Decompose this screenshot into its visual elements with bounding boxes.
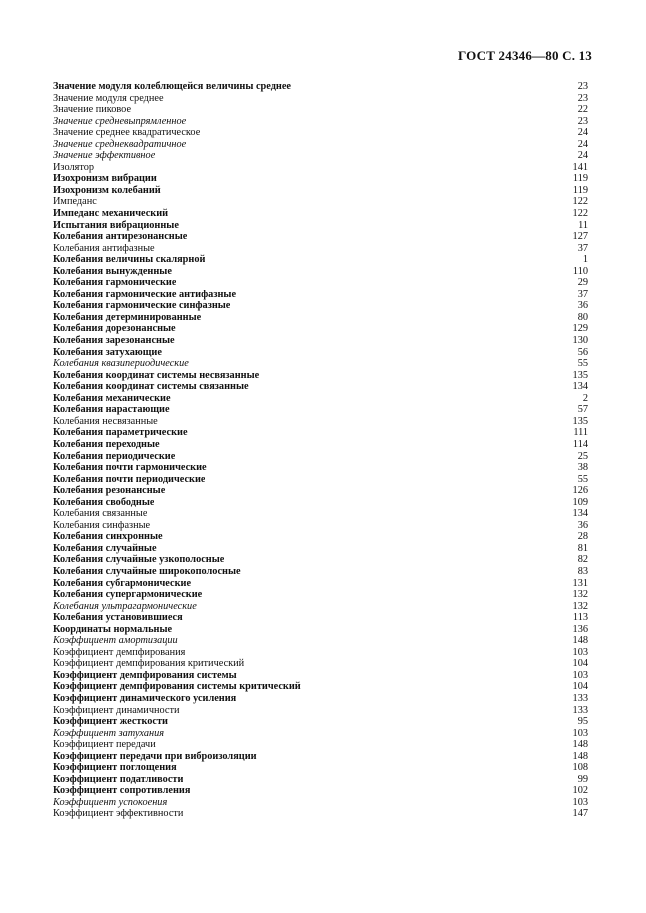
index-term: Значение пиковое <box>53 104 132 116</box>
index-term: Колебания синхронные <box>53 531 163 543</box>
index-term: Колебания установившиеся <box>53 612 183 624</box>
index-page-number: 131 <box>572 577 588 589</box>
index-term: Колебания затухающие <box>53 346 162 358</box>
index-page-number: 136 <box>572 623 588 635</box>
index-page-number: 134 <box>572 508 588 520</box>
index-entry <box>53 127 588 139</box>
index-term: Колебания координат системы несвязанные <box>53 369 260 381</box>
index-term: Колебания почти периодические <box>53 473 206 485</box>
index-page-number: 29 <box>577 277 588 289</box>
index-page-number: 129 <box>572 323 588 335</box>
index-page-number: 102 <box>572 785 588 797</box>
index-term: Значение средневыпрямленное <box>53 115 187 127</box>
index-term: Колебания зарезонансные <box>53 335 175 347</box>
index-entry <box>53 208 588 220</box>
index-term: Коэффициент динамического усиления <box>53 692 237 704</box>
index-entry <box>53 81 588 93</box>
index-entry <box>53 785 588 797</box>
index-entry <box>53 370 588 382</box>
index-term: Изохронизм колебаний <box>53 184 161 196</box>
index-page-number: 82 <box>577 554 588 566</box>
index-page-number: 148 <box>572 739 588 751</box>
index-entry <box>53 220 588 232</box>
index-entry <box>53 624 588 636</box>
index-entry <box>53 497 588 509</box>
index-term: Коэффициент передачи <box>53 739 156 751</box>
index-term: Коэффициент успокоения <box>53 796 168 808</box>
index-page-number: 57 <box>577 404 588 416</box>
index-entry <box>53 451 588 463</box>
index-term: Испытания вибрационные <box>53 219 179 231</box>
index-entry <box>53 566 588 578</box>
index-page-number: 134 <box>572 381 588 393</box>
index-entry <box>53 635 588 647</box>
index-entry <box>53 323 588 335</box>
index-entry <box>53 266 588 278</box>
index-entry <box>53 347 588 359</box>
index-term: Колебания вынужденные <box>53 265 172 277</box>
index-page-number: 141 <box>572 161 588 173</box>
index-page-number: 104 <box>572 681 588 693</box>
index-page-number: 109 <box>572 496 588 508</box>
index-term: Значение эффективное <box>53 150 156 162</box>
index-entry <box>53 601 588 613</box>
index-page-number: 83 <box>577 565 588 577</box>
index-term: Колебания синфазные <box>53 519 151 531</box>
index-page-number: 110 <box>572 265 588 277</box>
index-page-number: 36 <box>577 300 588 312</box>
index-page-number: 23 <box>577 92 588 104</box>
index-page-number: 148 <box>572 750 588 762</box>
index-page-number: 148 <box>572 635 588 647</box>
index-term: Колебания резонансные <box>53 485 166 497</box>
index-page-number: 133 <box>572 704 588 716</box>
index-entry <box>53 808 588 820</box>
index-entry <box>53 93 588 105</box>
index-page-number: 147 <box>572 808 588 820</box>
index-term: Коэффициент сопротивления <box>53 785 191 797</box>
index-entry <box>53 474 588 486</box>
index-entry <box>53 393 588 405</box>
index-entry <box>53 728 588 740</box>
index-entry <box>53 705 588 717</box>
page-header: ГОСТ 24346—80 С. 13 <box>458 48 592 63</box>
index-term: Колебания связанные <box>53 508 148 520</box>
index-term: Значение среднеквадратичное <box>53 138 187 150</box>
index-term: Коэффициент жесткости <box>53 716 168 728</box>
index-term: Коэффициент затухания <box>53 727 165 739</box>
index-page-number: 114 <box>572 438 588 450</box>
index-page-number: 38 <box>577 462 588 474</box>
index-term: Колебания параметрические <box>53 427 188 439</box>
index-entry <box>53 762 588 774</box>
index-term: Колебания гармонические синфазные <box>53 300 231 312</box>
index-page-number: 133 <box>572 692 588 704</box>
index-entry <box>53 462 588 474</box>
index-term: Колебания гармонические <box>53 277 177 289</box>
index-page-number: 132 <box>572 600 588 612</box>
index-page-number: 36 <box>577 519 588 531</box>
index-entry <box>53 139 588 151</box>
index-term: Колебания периодические <box>53 450 176 462</box>
index-page-number: 126 <box>572 485 588 497</box>
index-page-number: 135 <box>572 369 588 381</box>
index-entry <box>53 520 588 532</box>
index-page-number: 132 <box>572 589 588 601</box>
index-page-number: 119 <box>572 173 588 185</box>
index-entry <box>53 312 588 324</box>
index-entry <box>53 162 588 174</box>
index-page-number: 130 <box>572 335 588 347</box>
index-term: Коэффициент податливости <box>53 773 184 785</box>
index-entry <box>53 543 588 555</box>
index-entry <box>53 289 588 301</box>
index-term: Коэффициент демпфирования системы критический <box>53 681 301 693</box>
index-entry <box>53 173 588 185</box>
index-entry <box>53 751 588 763</box>
index-entry <box>53 658 588 670</box>
index-entry <box>53 185 588 197</box>
index-term: Коэффициент динамичности <box>53 704 180 716</box>
index-term: Колебания переходные <box>53 438 160 450</box>
index-page-number: 113 <box>572 612 588 624</box>
index-page-number: 25 <box>577 450 588 462</box>
index-term: Колебания ультрагармонические <box>53 600 197 612</box>
index-page-number: 108 <box>572 762 588 774</box>
index-term: Коэффициент поглощения <box>53 762 177 774</box>
index-page-number: 103 <box>572 669 588 681</box>
index-entry <box>53 739 588 751</box>
index-term: Колебания несвязанные <box>53 415 158 427</box>
index-entry <box>53 554 588 566</box>
index-entry <box>53 335 588 347</box>
index-entry <box>53 531 588 543</box>
index-term: Колебания нарастающие <box>53 404 170 416</box>
index-entry <box>53 578 588 590</box>
index-page-number: 55 <box>577 473 588 485</box>
index-list <box>53 81 588 820</box>
index-term: Коэффициент амортизации <box>53 635 178 647</box>
index-page-number: 24 <box>577 150 588 162</box>
index-page-number: 28 <box>577 531 588 543</box>
index-page-number: 24 <box>577 127 588 139</box>
index-entry <box>53 485 588 497</box>
index-entry <box>53 116 588 128</box>
index-term: Коэффициент демпфирования критический <box>53 658 245 670</box>
index-term: Импеданс <box>53 196 97 208</box>
index-entry <box>53 196 588 208</box>
index-entry <box>53 693 588 705</box>
index-term: Колебания почти гармонические <box>53 462 207 474</box>
index-page-number: 11 <box>578 219 588 231</box>
index-page-number: 22 <box>577 104 588 116</box>
index-page-number: 119 <box>572 184 588 196</box>
index-page-number: 23 <box>577 81 588 92</box>
index-entry <box>53 774 588 786</box>
index-entry <box>53 404 588 416</box>
index-page-number: 95 <box>577 716 588 728</box>
index-term: Колебания свободные <box>53 496 155 508</box>
index-entry <box>53 243 588 255</box>
index-term: Колебания гармонические антифазные <box>53 288 237 300</box>
index-page-number: 104 <box>572 658 588 670</box>
index-entry <box>53 277 588 289</box>
index-entry <box>53 670 588 682</box>
index-page-number: 56 <box>577 346 588 358</box>
index-page-number: 103 <box>572 796 588 808</box>
index-page-number: 111 <box>573 427 588 439</box>
index-page-number: 103 <box>572 646 588 658</box>
index-entry <box>53 358 588 370</box>
index-term: Колебания случайные широкополосные <box>53 565 241 577</box>
index-page-number: 24 <box>577 138 588 150</box>
index-term: Колебания антирезонансные <box>53 231 188 243</box>
index-entry <box>53 104 588 116</box>
index-term: Значение модуля колеблющейся величины среднее <box>53 81 291 92</box>
index-entry <box>53 416 588 428</box>
index-term: Координаты нормальные <box>53 623 173 635</box>
index-page-number: 2 <box>582 392 588 404</box>
index-page-number: 1 <box>582 254 588 266</box>
index-page-number: 81 <box>577 542 588 554</box>
index-term: Импеданс механический <box>53 208 169 220</box>
index-entry <box>53 254 588 266</box>
index-page-number: 37 <box>577 242 588 254</box>
index-entry <box>53 589 588 601</box>
index-entry <box>53 681 588 693</box>
index-term: Колебания случайные узкополосные <box>53 554 225 566</box>
index-term: Коэффициент эффективности <box>53 808 184 820</box>
index-page-number: 127 <box>572 231 588 243</box>
index-page-number: 103 <box>572 727 588 739</box>
index-term: Колебания дорезонансные <box>53 323 176 335</box>
index-entry <box>53 300 588 312</box>
index-entry <box>53 647 588 659</box>
index-term: Коэффициент демпфирования системы <box>53 669 237 681</box>
index-entry <box>53 612 588 624</box>
index-page-number: 55 <box>577 358 588 370</box>
index-page-number: 135 <box>572 415 588 427</box>
index-entry <box>53 797 588 809</box>
index-entry <box>53 508 588 520</box>
index-term: Колебания координат системы связанные <box>53 381 249 393</box>
index-term: Изохронизм вибрации <box>53 173 157 185</box>
index-term: Значение среднее квадратическое <box>53 127 201 139</box>
index-page-number: 122 <box>572 196 588 208</box>
index-term: Колебания антифазные <box>53 242 155 254</box>
index-term: Колебания детерминированные <box>53 311 202 323</box>
index-term: Коэффициент передачи при виброизоляции <box>53 750 257 762</box>
index-term: Колебания величины скалярной <box>53 254 206 266</box>
index-page-number: 122 <box>572 208 588 220</box>
index-term: Колебания случайные <box>53 542 157 554</box>
index-entry <box>53 150 588 162</box>
index-term: Значение модуля среднее <box>53 92 164 104</box>
index-page-number: 99 <box>577 773 588 785</box>
index-entry <box>53 231 588 243</box>
index-page-number: 23 <box>577 115 588 127</box>
index-term: Колебания супергармонические <box>53 589 203 601</box>
index-term: Колебания субгармонические <box>53 577 192 589</box>
index-term: Коэффициент демпфирования <box>53 646 186 658</box>
index-entry <box>53 427 588 439</box>
index-page-number: 80 <box>577 311 588 323</box>
index-term: Изолятор <box>53 161 94 173</box>
index-term: Колебания квазипериодические <box>53 358 189 370</box>
index-entry <box>53 381 588 393</box>
index-entry <box>53 716 588 728</box>
index-page-number: 37 <box>577 288 588 300</box>
index-term: Колебания механические <box>53 392 171 404</box>
index-entry <box>53 439 588 451</box>
